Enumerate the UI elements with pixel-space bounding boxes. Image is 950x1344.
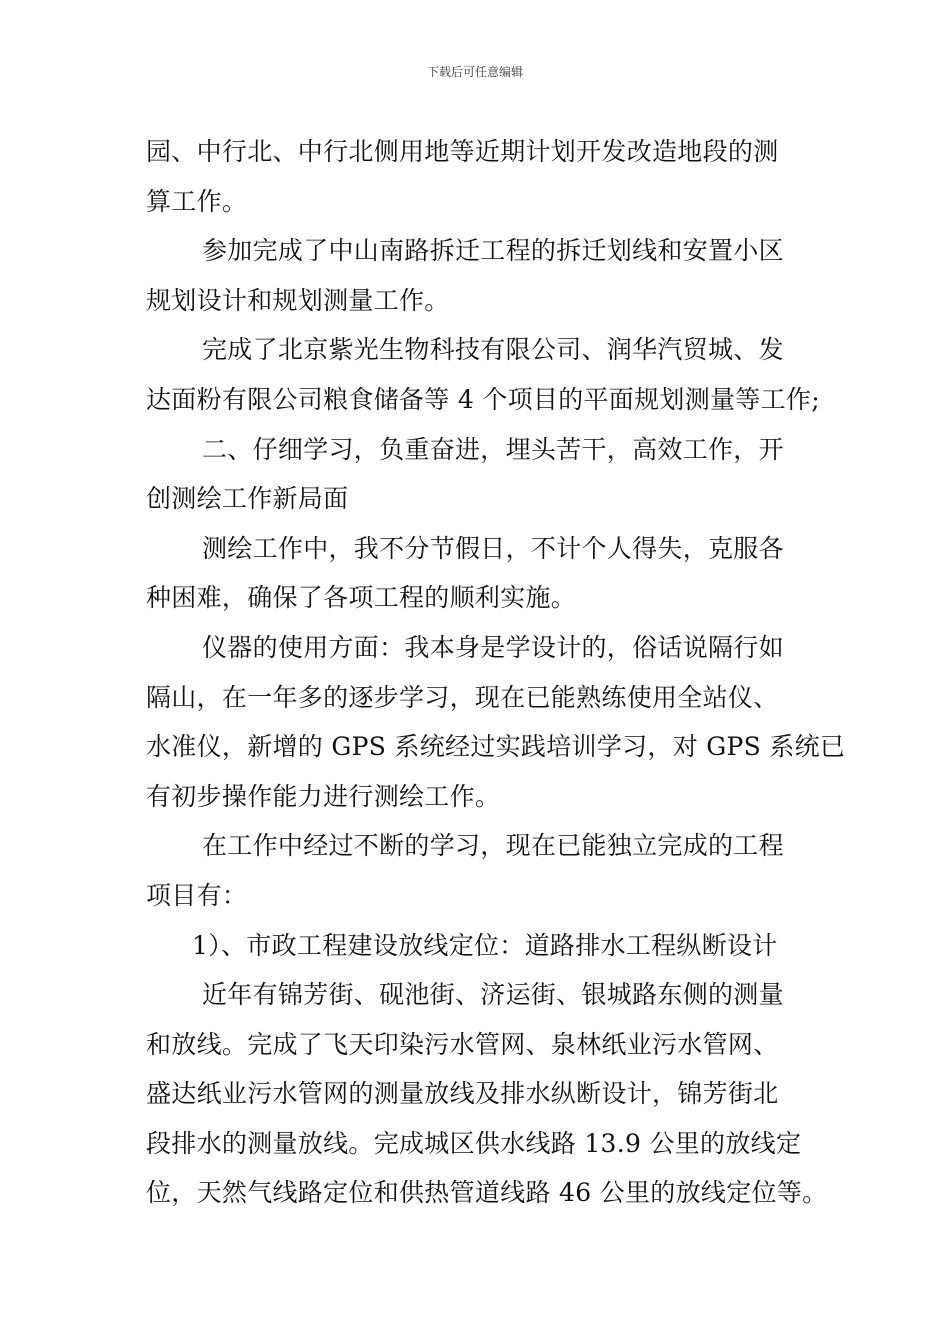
paragraph-first-line: 测绘工作中，我不分节假日，不计个人得失，克服各 xyxy=(202,533,784,563)
section-heading-continued: 创测绘工作新局面 xyxy=(146,484,349,514)
paragraph-first-line: 近年有锦芳街、砚池街、济运街、银城路东侧的测量 xyxy=(202,980,784,1010)
list-item-heading: 1）、市政工程建设放线定位：道路排水工程纵断设计 xyxy=(192,930,778,960)
paragraph-first-line: 参加完成了中山南路拆迁工程的拆迁划线和安置小区 xyxy=(202,236,784,266)
text-line: 水准仪，新增的 GPS 系统经过实践培训学习，对 GPS 系统已 xyxy=(146,732,846,762)
section-heading: 二、仔细学习，负重奋进，埋头苦干，高效工作，开 xyxy=(202,434,784,464)
text-line: 位，天然气线路定位和供热管道线路 46 公里的放线定位等。 xyxy=(146,1178,828,1208)
text-line: 盛达纸业污水管网的测量放线及排水纵断设计，锦芳街北 xyxy=(146,1079,779,1109)
document-body xyxy=(146,127,846,1218)
text-line: 达面粉有限公司粮食储备等 4 个项目的平面规划测量等工作; xyxy=(146,384,820,414)
text-line: 种困难，确保了各项工程的顺利实施。 xyxy=(146,583,577,613)
paragraph-first-line: 完成了北京紫光生物科技有限公司、润华汽贸城、发 xyxy=(202,335,784,365)
text-line: 段排水的测量放线。完成城区供水线路 13.9 公里的放线定 xyxy=(146,1128,802,1158)
text-line: 园、中行北、中行北侧用地等近期计划开发改造地段的测 xyxy=(146,137,779,166)
text-line: 和放线。完成了飞天印染污水管网、泉林纸业污水管网、 xyxy=(146,1029,779,1059)
paragraph-first-line: 仪器的使用方面：我本身是学设计的，俗话说隔行如 xyxy=(202,632,784,662)
text-line: 规划设计和规划测量工作。 xyxy=(146,285,450,315)
page-header: 下载后可任意编辑 xyxy=(426,65,523,79)
text-line: 隔山，在一年多的逐步学习，现在已能熟练使用全站仪、 xyxy=(146,682,779,712)
paragraph-first-line: 在工作中经过不断的学习，现在已能独立完成的工程 xyxy=(202,831,784,861)
text-line: 有初步操作能力进行测绘工作。 xyxy=(146,781,501,811)
text-line: 算工作。 xyxy=(146,186,248,216)
text-line: 项目有： xyxy=(146,880,248,910)
